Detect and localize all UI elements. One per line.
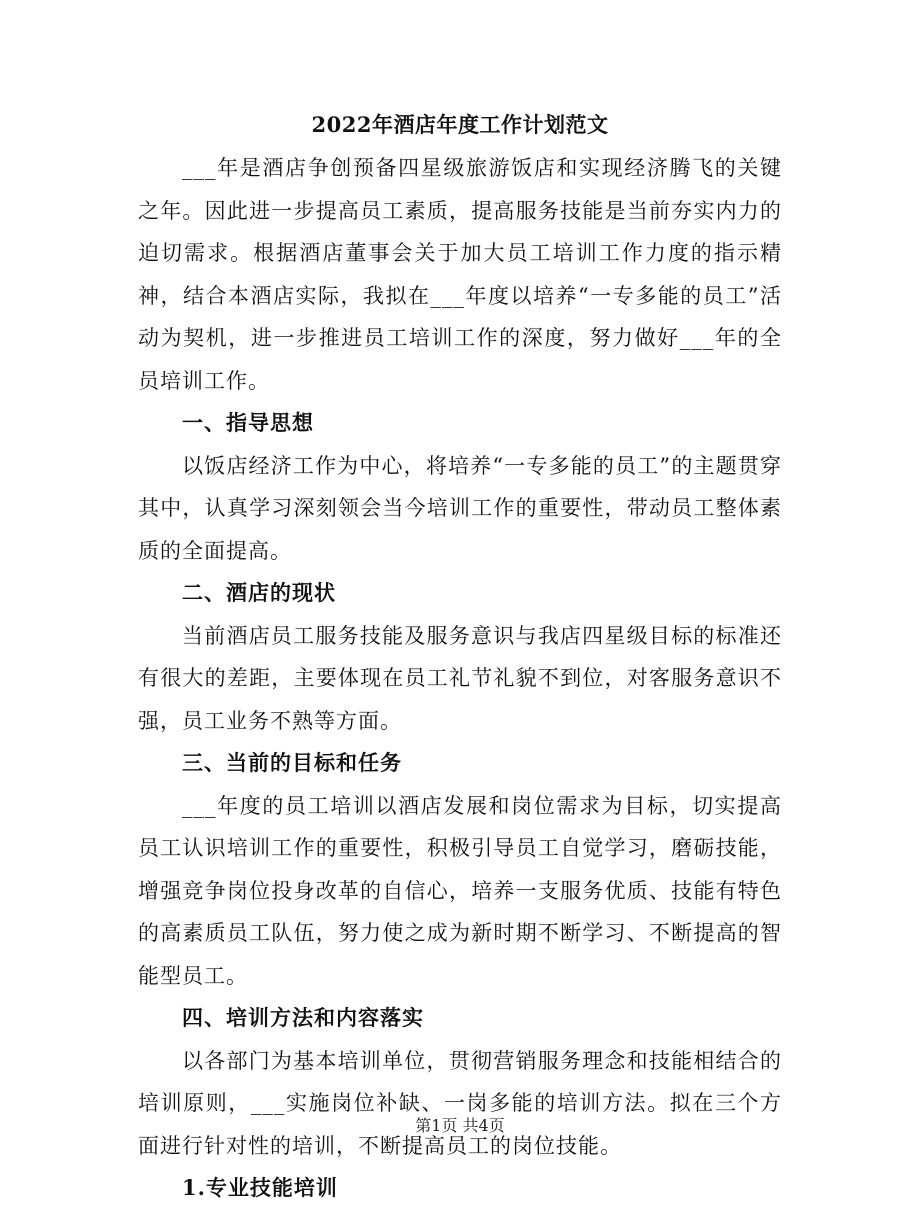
document-body <box>138 147 782 1210</box>
section-heading-training-methods: 四、培训方法和内容落实 <box>182 1005 424 1030</box>
section-heading-goals-tasks: 三、当前的目标和任务 <box>182 750 402 775</box>
training-methods-paragraph: 以各部门为基本培训单位，贯彻营销服务理念和技能相结合的培训原则，___实施岗位补缺、一岗多能的培训方法。拟在三个方面进行针对性的培训，不断提高员工的岗位技能。 <box>138 1048 782 1158</box>
page-number-footer: 第1页 共4页 <box>415 1116 505 1135</box>
guiding-ideology-paragraph: 以饭店经济工作为中心，将培养“一专多能的员工”的主题贯穿其中，认真学习深刻领会当今培训工作的重要性，带动员工整体素质的全面提高。 <box>138 453 782 563</box>
goals-tasks-paragraph: ___年度的员工培训以酒店发展和岗位需求为目标，切实提高员工认识培训工作的重要性，积极引导员工自觉学习，磨砺技能，增强竞争岗位投身改革的自信心，培养一支服务优质、技能有特色的高素质员工队伍，努力使之成为新时期不断学习、不断提高的智能型员工。 <box>138 793 782 988</box>
document-title: 2022年酒店年度工作计划范文 <box>311 112 609 137</box>
section-heading-guiding-ideology: 一、指导思想 <box>182 410 314 435</box>
intro-paragraph: ___年是酒店争创预备四星级旅游饭店和实现经济腾飞的关键之年。因此进一步提高员工素质，提高服务技能是当前夯实内力的迫切需求。根据酒店董事会关于加大员工培训工作力度的指示精神，结合本酒店实际，我拟在___年度以培养“一专多能的员工”活动为契机，进一步推进员工培训工作的深度，努力做好___年的全员培训工作。 <box>138 156 782 393</box>
subsection-heading-professional-skills: 1.专业技能培训 <box>182 1175 338 1200</box>
current-status-paragraph: 当前酒店员工服务技能及服务意识与我店四星级目标的标准还有很大的差距，主要体现在员工礼节礼貌不到位，对客服务意识不强，员工业务不熟等方面。 <box>138 623 782 733</box>
section-heading-current-status: 二、酒店的现状 <box>182 580 336 605</box>
